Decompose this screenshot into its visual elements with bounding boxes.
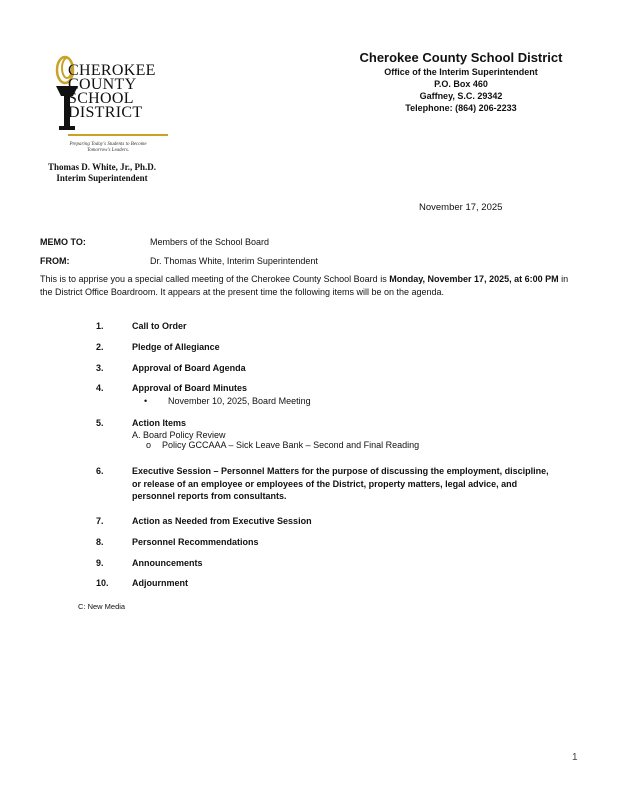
signer-title: Interim Superintendent [56, 173, 148, 183]
logo-line-2: COUNTY [68, 76, 137, 93]
memo-date: November 17, 2025 [419, 202, 503, 213]
memo-from-label: FROM: [40, 256, 70, 266]
memo-to-label: MEMO TO: [40, 237, 86, 247]
intro-part-2: in the District Office Boardroom. It appears at the present time the following items will be on the agenda. [40, 274, 569, 297]
logo-wordmark [68, 64, 156, 120]
letterhead-title: Cherokee County School District [359, 50, 563, 65]
agenda-subitem: November 10, 2025, Board Meeting [168, 396, 311, 406]
agenda-item-number: 2. [96, 342, 104, 352]
logo-line-3: SCHOOL [68, 90, 134, 107]
letterhead-box: P.O. Box 460 [434, 79, 488, 89]
agenda-item-text: Approval of Board Agenda [132, 363, 246, 373]
agenda-item-text: Approval of Board Minutes [132, 383, 248, 393]
intro-part-1: This is to apprise you a special called meeting of the Cherokee County School Board is [40, 274, 390, 284]
memo-to-value: Members of the School Board [150, 237, 270, 247]
letterhead-office: Office of the Interim Superintendent [384, 67, 538, 77]
agenda-item-number: 6. [96, 466, 104, 476]
agenda-item-text: Executive Session – Personnel Matters for the purpose of discussing the employment, discipline, or release of an employee or employees of the District, property matters, legal advice, and personnel reports from consultants. [132, 466, 549, 501]
agenda-item-text: Action Items [132, 418, 187, 428]
agenda-item-text: Action as Needed from Executive Session [132, 516, 312, 526]
memo-from-value: Dr. Thomas White, Interim Superintendent [150, 256, 318, 266]
agenda-item-number: 7. [96, 516, 104, 526]
letterhead [330, 50, 592, 114]
logo-tagline: Preparing Today's Students to Become Tomorrow's Leaders. [69, 142, 147, 153]
agenda-item-text: Pledge of Allegiance [132, 342, 220, 352]
logo-line-4: DISTRICT [68, 104, 143, 121]
agenda-item-number: 8. [96, 537, 104, 547]
logo-line-1: CHEROKEE [68, 62, 156, 79]
agenda-item-text: Personnel Recommendations [132, 537, 259, 547]
agenda-item-number: 10. [96, 578, 109, 588]
agenda-item-number: 4. [96, 383, 104, 393]
agenda-item-number: 9. [96, 558, 104, 568]
agenda-subitem-heading: A. Board Policy Review [132, 430, 226, 440]
page-number: 1 [572, 752, 578, 763]
agenda-item-number: 5. [96, 418, 104, 428]
carbon-copy-note: C: New Media [78, 602, 126, 611]
memo-from-row [40, 256, 318, 266]
intro-paragraph [40, 273, 580, 298]
agenda-item-text: Call to Order [132, 321, 187, 331]
agenda-subitem: Policy GCCAAA – Sick Leave Bank – Second and Final Reading [162, 440, 420, 450]
memo-to-row [40, 237, 269, 247]
agenda-item-text: Adjournment [132, 578, 188, 588]
intro-meeting-time: Monday, November 17, 2025, at 6:00 PM [389, 274, 559, 284]
agenda-item-number: 3. [96, 363, 104, 373]
signer-block [36, 162, 168, 184]
agenda-item-text: Announcements [132, 558, 203, 568]
letterhead-city: Gaffney, S.C. 29342 [419, 91, 503, 101]
bullet-icon: • [144, 396, 148, 406]
agenda-item-number: 1. [96, 321, 104, 331]
signer-name: Thomas D. White, Jr., Ph.D. [47, 162, 156, 172]
letterhead-phone: Telephone: (864) 206-2233 [405, 103, 517, 113]
circle-bullet-icon: o [146, 440, 152, 450]
